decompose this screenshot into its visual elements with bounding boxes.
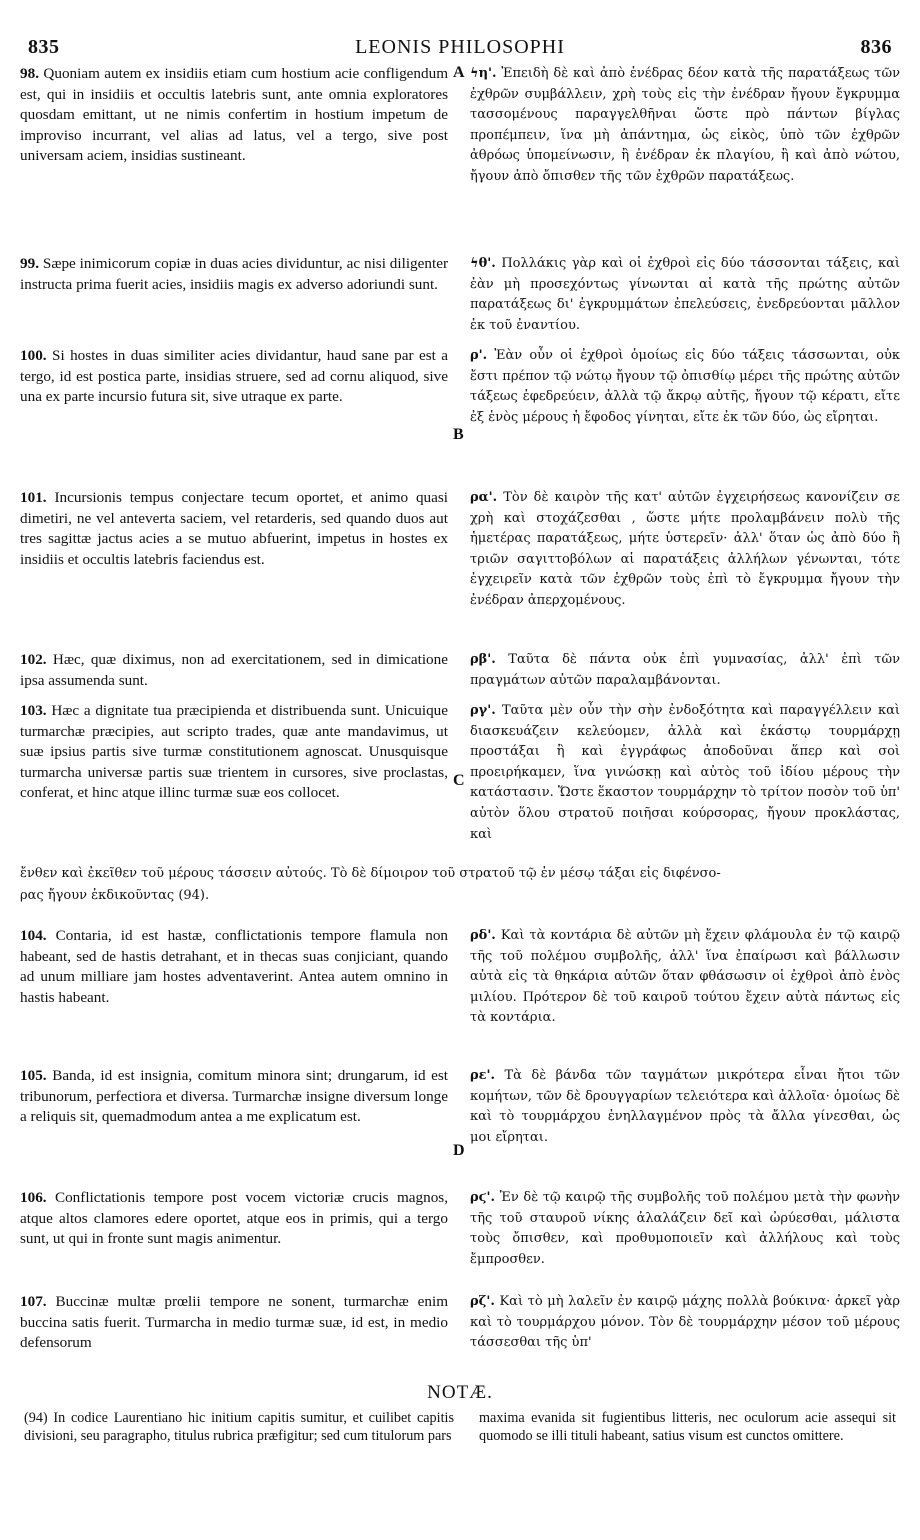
running-header [28,34,892,60]
latin-section-105: 105. Banda, id est insignia, comitum minora sint; drungarum, id est tribunorum, perfectiora et diversa. Turmarchæ insigne diversum longe a reliquis sit, quemadmodum antea a me explicatum est. [20,1067,449,1126]
latin-section-100: 100. Si hostes in duas similiter acies dividantur, haud sane par est a tergo, id est postica parte, insidias struere, sed ad cornu aliquod, sive una ex parte incursio futura sit, sive utraque ex parte. [20,347,448,406]
greek-section-107: ρζ'. Καὶ τὸ μὴ λαλεῖν ἐν καιρῷ μάχης πολλὰ βούκινα· ἀρκεῖ γὰρ καὶ τὸ τουρμάρχου μόνον. Τὸν δὲ τουρμάρχην μέσον τοῦ μέρους τάσσεσθαι τῆς ὑπ' [470,1294,900,1351]
margin-marker-b: B [453,426,464,443]
margin-marker-a: A [453,64,465,81]
running-title: LEONIS PHILOSOPHI [355,35,565,58]
latin-section-106: 106. Conflictationis tempore post vocem victoriæ crucis magnos, atque altos clamores edere oportet, atque eos in primis, qui a tergo sunt, ut qui in fronte sunt magis animentur. [20,1189,448,1248]
greek-section-106: ρϛ'. Ἐν δὲ τῷ καιρῷ τῆς συμβολῆς τοῦ πολέμου μετὰ τὴν φωνὴν τῆς τοῦ σταυροῦ νίκης ἀλαλάζειν δεῖ καὶ ὠρύεσθαι, μάλιστα τοὺς ὄπισθεν, καὶ προθυμοποιεῖν καὶ ἀλλήλους καὶ τοὺς ἔμπροσθεν. [470,1190,900,1267]
greek-section-101: ρα'. Τὸν δὲ καιρὸν τῆς κατ' αὐτῶν ἐγχειρήσεως κανονίζειν σε χρὴ καὶ στοχάζεσθαι , ὥστε μήτε προλαμβάνειν πολὺ τῆς ἡμετέρας παρατάξεως, μήτε ὑστερεῖν· ἀλλ' ὅταν ὡς ἀπὸ δύο ἢ τριῶν σαγιττοβόλων αἱ παρατάξεις ἀλλήλων γένωνται, τότε ἐγχειρεῖν κατὰ τῶν ἐχθρῶν τοὺς ἐπὶ τὸ ἔγκρυμμα ἤγουν τὴν ἐνέδραν ἀπερχομένους. [470,490,900,608]
latin-section-99: 99. Sæpe inimicorum copiæ in duas acies dividuntur, ac nisi diligenter instructa prima fuerit acies, insidiis magis ex adverso adoriundi sunt. [20,255,448,293]
latin-section-102: 102. Hæc, quæ diximus, non ad exercitationem, sed in dimicatione ipsa assumenda sunt. [20,651,448,689]
greek-section-103: ργ'. Ταῦτα μὲν οὖν τὴν σὴν ἐνδοξότητα καὶ παραγγέλλειν καὶ διασκευάζειν κελεύομεν, ἀλλὰ καὶ ἑκάστῳ τουρμάρχῃ προστάξαι ἢ καὶ ἐγγράφως ἀποδοῦναι ἅπερ καὶ σοὶ προειρήκαμεν, ἵνα γινώσκῃ καὶ αὐτὸς τοῦ ἰδίου μέρους τὴν κατάστασιν. Ὥστε ἕκαστον τουρμάρχην τὸ τρίτον ποσὸν τοῦ ὑπ' αὐτὸν ὅλου στρατοῦ ποιῆσαι κούρσορας, ἤγουν προκλάστας, καὶ [470,703,900,842]
greek-section-105: ρε'. Τὰ δὲ βάνδα τῶν ταγμάτων μικρότερα εἶναι ἤτοι τῶν κομήτων, τῶν δὲ δρουγγαρίων τελειότερα καὶ ἀλλοῖα· ὁμοίως δὲ καὶ τὸ τουρμάρχου ἐνηλλαγμένον πρὸς τὰ ἄλλα γίνεσθαι, ὡς μοι εἴρηται. [470,1068,901,1145]
greek-section-98: ϟη'. Ἐπειδὴ δὲ καὶ ἀπὸ ἐνέδρας δέον κατὰ τῆς παρατάξεως τῶν ἐχθρῶν συμβάλλειν, χρὴ τοὺς εἰς τὴν ἐνέδραν ἤγουν ἔγκρυμμα τασσομένους παραγγελθῆναι ὥστε πρὸ πάντων βίγλας προπέμπειν, ἵνα μὴ ἀπάντημα, ὡς εἰκὸς, ὑπὸ τῶν ἐχθρῶν ἀθρόως ὑπομείνωσιν, ἢ ἐνέδραν ἐκ πλαγίου, ἢ καὶ ἀπὸ νώτου, ἤγουν ἀπὸ ὄπισθεν τῆς τῶν ἐχθρῶν παρατάξεως. [470,66,900,184]
latin-section-107: 107. Buccinæ multæ prœlii tempore ne sonent, turmarchæ enim buccina satis fuerit. Turmarcha in medio turmæ suæ, id est, in medio defensorum [20,1293,449,1352]
right-page-number: 836 [860,35,892,58]
greek-section-104: ρδ'. Καὶ τὰ κοντάρια δὲ αὐτῶν μὴ ἔχειν φλάμουλα ἐν τῷ καιρῷ τῆς τοῦ πολέμου συμβολῆς, ἀλλ' ἵνα ἐπαίρωσι καὶ βάλλωσιν αὐτὰ εἰς τὰ θηκάρια αὐτῶν ὅταν φθάσωσιν οἱ ἐχθροὶ ἀπὸ ἑνὸς μιλίου. Πρότερον δὲ τοῦ καιροῦ τούτου ἔχειν αὐτὰ πάντως εἰς τὰ κοντάρια. [470,928,901,1026]
margin-marker-c: C [453,772,465,789]
note-left-column: (94) In codice Laurentiano hic initium capitis sumitur, et cuilibet capitis divisioni, seu paragrapho, titulus rubrica præfigitur; sed cum titulorum pars [24,1410,454,1444]
left-page-number: 835 [28,35,60,58]
latin-section-101: 101. Incursionis tempus conjectare tecum oportet, et animo quasi dimetiri, ne vel anteverta saciem, vel retarderis, sed quando duos aut tres sagittæ jactus acies a se mutuo abfuerint, impetus in hostes ex insidiis et occultis latebris faciendus est. [20,489,449,568]
greek-section-100: ρ'. Ἐὰν οὖν οἱ ἐχθροὶ ὁμοίως εἰς δύο τάξεις τάσσωνται, οὐκ ἔστι πρέπον τῷ νώτῳ ἤγουν τῷ ὀπισθίῳ μέρει τῆς πρώτης αὐτῶν τάξεως ἐφεδρεύειν, ἀλλὰ τῷ ἄκρῳ αὐτῆς, ἤγουν τῷ κέρατι, εἴτε ἐξ ἑνὸς μέρους ἡ ἔφοδος γίνηται, εἴτε ἐκ τῶν δύο, ὡς εἴρηται. [470,348,900,425]
notes-heading: NOTÆ. [427,1382,493,1403]
full-width-greek-line-2: ρας ἤγουν ἐκδικοῦντας (94). [20,888,210,903]
latin-section-98: 98. Quoniam autem ex insidiis etiam cum hostium acie confligendum est, qui in insidiis et occultis latebris sunt, ante omnia exploratores quosdam emittant, ut ne nimis confertim in hostium impetum de improviso incurrant, vel alias ad latus, vel a tergo, sive post universam aciem, insidias sustineant. [20,65,449,165]
latin-section-103: 103. Hæc a dignitate tua præcipienda et distribuenda sunt. Unicuique turmarchæ præcipies, aut scripto trades, quæ ante mandavimus, ut suæ ipsius partis sive turmæ constitutionem agnoscat. Unusquisque turmarcha universæ partis suæ trientem in cursores, sive proclastas, conferat, et hinc atque illinc turmæ suæ eos collocet. [20,702,449,802]
two-column-body [20,64,900,1374]
greek-section-102: ρβ'. Ταῦτα δὲ πάντα οὐκ ἐπὶ γυμνασίας, ἀλλ' ἐπὶ τῶν πραγμάτων αὐτῶν παραλαμβάνονται. [470,652,900,688]
note-right-column: maxima evanida sit fugientibus litteris, nec oculorum acie assequi sit quomodo se illi tituli habeant, satius visum est cunctos omittere. [479,1410,896,1444]
greek-section-99: ϟθ'. Πολλάκις γὰρ καὶ οἱ ἐχθροὶ εἰς δύο τάσσονται τάξεις, καὶ ἐὰν μὴ προσεχόντως γίνωνται αἱ κατὰ τῆς πρώτης αὐτῶν παρατάξεως δι' ἐγκρυμμάτων ἐπελεύσεις, ἐνεδρεύονται μᾶλλον ἐκ τοῦ ἐναντίου. [470,256,900,333]
latin-section-104: 104. Contaria, id est hastæ, conflictationis tempore flamula non habeant, sed de hastis detrahant, et in thecas suas conjiciant, quando ad unum milliare jam hostes adventaverint. Antea autem omnino in hastis habeant. [20,927,449,1006]
margin-marker-d: D [453,1142,465,1159]
full-width-greek-line-1: ἔνθεν καὶ ἐκεῖθεν τοῦ μέρους τάσσειν αὐτούς. Τὸ δὲ δίμοιρον τοῦ στρατοῦ τῷ ἐν μέσῳ τάξαι εἰς διφένσο- [20,866,721,881]
